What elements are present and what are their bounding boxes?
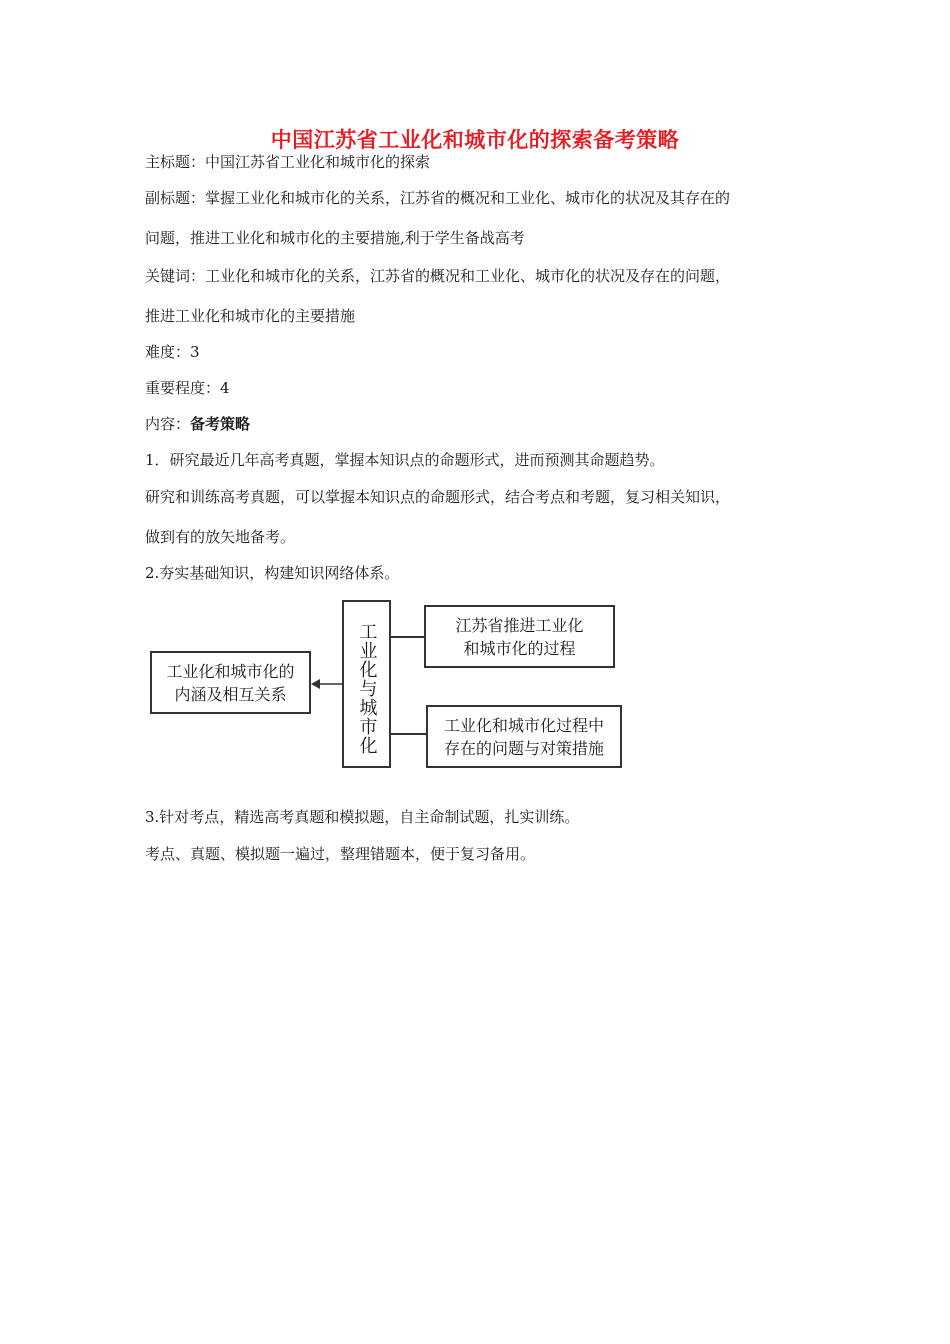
importance-line: 重要程度：4 [145,379,230,397]
keywords-line-1: 关键词：工业化和城市化的关系，江苏省的概况和工业化、城市化的状况及存在的问题， [145,267,731,285]
paragraph-3-detail: 考点、真题、模拟题一遍过，整理错题本，便于复习备用。 [145,845,536,863]
paragraph-1-detail-2: 做到有的放矢地备考。 [145,528,296,546]
diagram-left-line-1: 工业化和城市化的 [166,661,295,681]
diagram-bottom-right-line-2: 存在的问题与对策措施 [443,738,604,758]
paragraph-2: 2.夯实基础知识，构建知识网络体系。 [145,564,400,582]
diagram-top-right-line-2: 和城市化的过程 [463,638,576,658]
content-line [145,414,250,434]
diagram-center-box [342,600,391,768]
difficulty-line: 难度：3 [145,343,200,361]
page-title: 中国江苏省工业化和城市化的探索备考策略 [270,128,680,152]
paragraph-1: 1．研究最近几年高考真题，掌握本知识点的命题形式，进而预测其命题趋势。 [145,451,665,469]
diagram-bottom-right-box [426,705,622,768]
paragraph-3: 3.针对考点，精选高考真题和模拟题，自主命制试题，扎实训练。 [145,808,580,826]
diagram-top-right-line-1: 江苏省推进工业化 [455,615,584,635]
main-title-line: 主标题：中国江苏省工业化和城市化的探索 [145,153,431,171]
subtitle-line-1: 副标题：掌握工业化和城市化的关系，江苏省的概况和工业化、城市化的状况及其存在的 [145,189,731,207]
diagram-connector-bottom [391,733,426,735]
diagram-top-right-box [424,605,615,668]
diagram-bottom-right-line-1: 工业化和城市化过程中 [443,715,604,735]
diagram-left-line-2: 内涵及相互关系 [174,684,287,704]
diagram-left-box [150,651,311,714]
keywords-line-2: 推进工业化和城市化的主要措施 [145,307,356,325]
content-label: 内容： [145,415,191,433]
paragraph-1-detail-1: 研究和训练高考真题，可以掌握本知识点的命题形式，结合考点和考题，复习相关知识， [145,488,731,506]
diagram-center-label: 工业化与城市化 [356,622,378,755]
diagram-arrow [311,676,344,692]
diagram-connector-top [391,636,424,638]
content-heading: 备考策略 [190,415,251,433]
subtitle-line-2: 问题，推进工业化和城市化的主要措施,利于学生备战高考 [145,229,525,247]
